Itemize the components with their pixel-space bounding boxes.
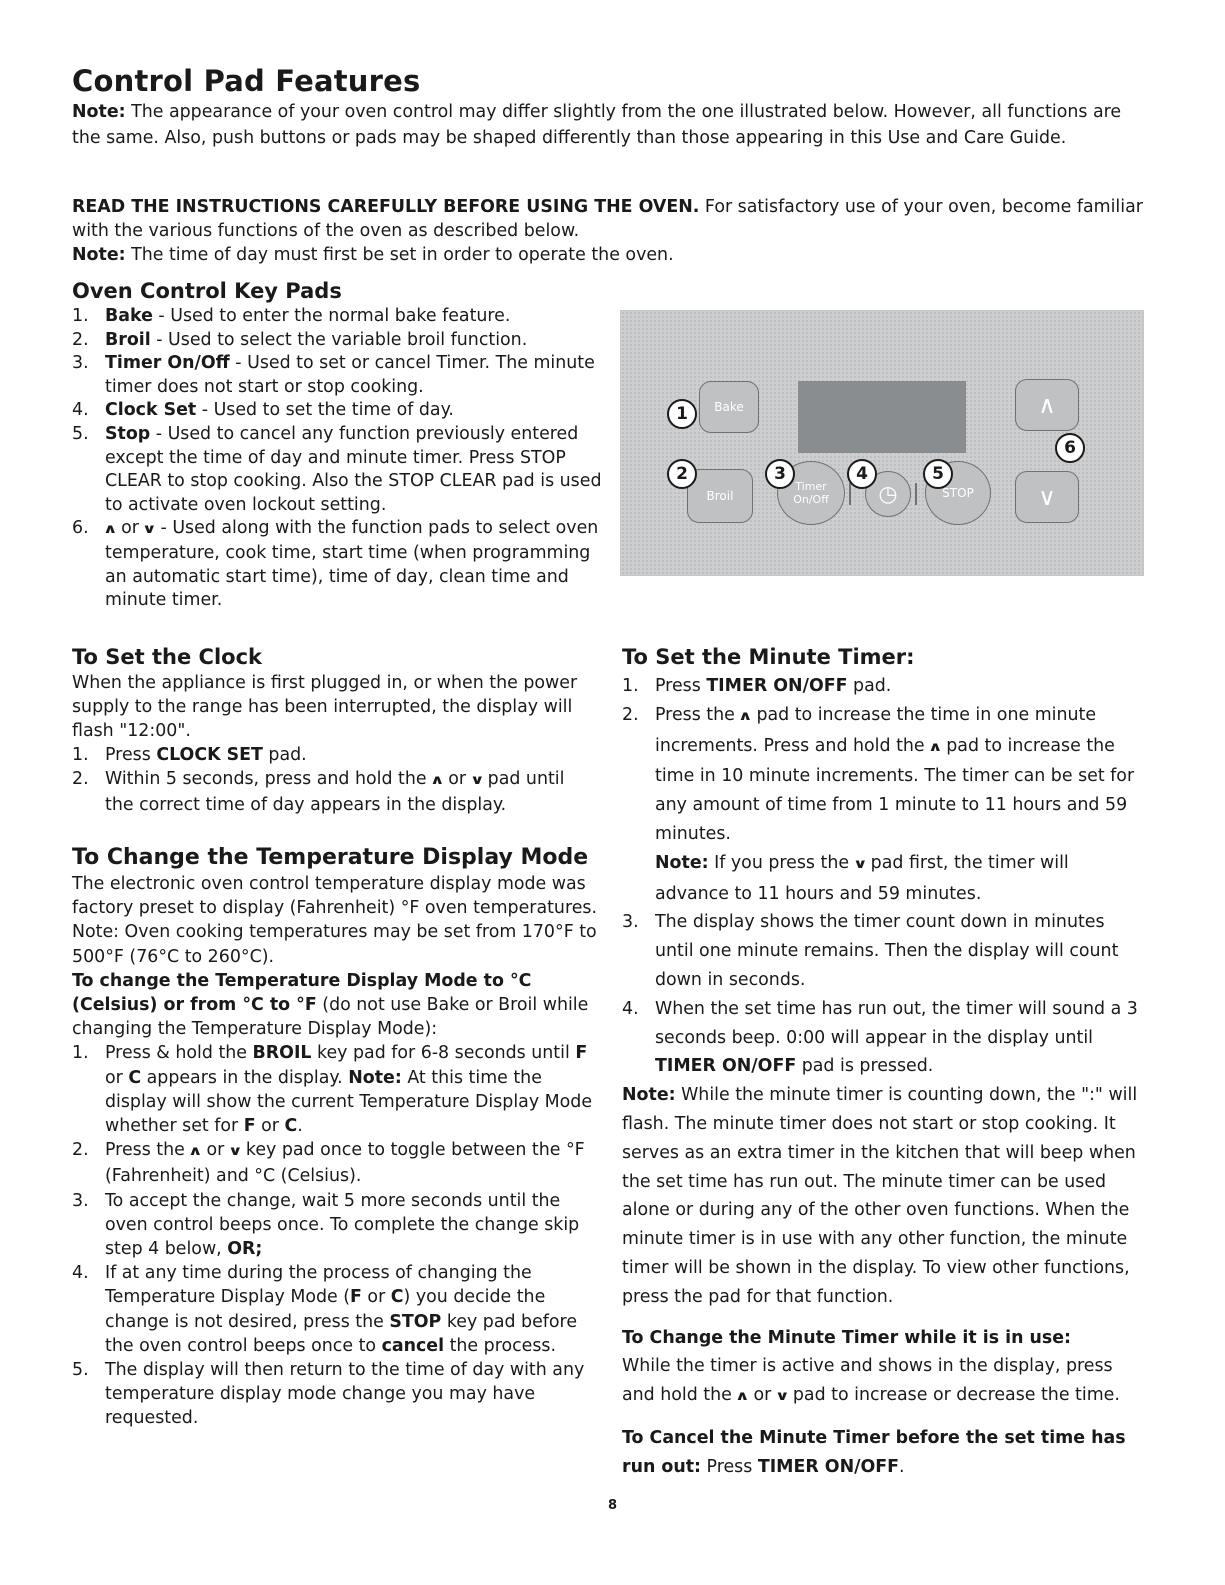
timer-note (622, 1081, 1142, 1311)
bake-pad: Bake (699, 381, 759, 433)
step-text: key pad for 6-8 seconds until (311, 1043, 576, 1064)
up-arrow-icon: ∧ (102, 522, 118, 538)
cancel-bold: To Cancel the Minute Timer before the set time has run out: (622, 1427, 1126, 1477)
step-bold: F (350, 1287, 362, 1308)
read-text: For satisfactory use of your oven, become familiar with the various functions of the oven as described below. (72, 197, 1143, 241)
down-pad: ∨ (1015, 471, 1079, 523)
read-instructions (72, 195, 1152, 267)
cancel-text: . (899, 1456, 905, 1477)
step-bold: CLOCK SET (156, 745, 263, 765)
or-text: or (747, 1385, 777, 1406)
item-label: Stop (105, 423, 151, 444)
item-label: Timer On/Off (105, 353, 230, 374)
step-text: pad. (262, 745, 307, 765)
step-number: 1. (72, 745, 89, 765)
step-number: 5. (72, 1360, 89, 1381)
note-label: Note: (622, 1085, 676, 1106)
step-bold: C (390, 1287, 404, 1308)
timer-pad: Timer On/Off (777, 461, 845, 525)
tempmode-step-1 (72, 1041, 597, 1138)
step-text: or (105, 1067, 129, 1088)
callout-3: 3 (765, 459, 795, 489)
item-label: Clock Set (105, 400, 197, 421)
step-bold: F (243, 1116, 256, 1137)
keypad-item-clock (72, 399, 607, 423)
note-label: Note: (72, 102, 126, 122)
clock-step-2 (72, 767, 597, 817)
up-pad: ∧ (1015, 379, 1079, 431)
step-text: Press (655, 676, 707, 696)
timer-body (622, 672, 1142, 1482)
step-bold: TIMER ON/OFF (706, 676, 848, 696)
keypad-item-bake (72, 305, 607, 329)
callout-1: 1 (667, 399, 697, 429)
item-text: - Used to set the time of day. (196, 400, 454, 421)
item-text: - Used to enter the normal bake feature. (152, 306, 511, 326)
timer-step-2 (622, 701, 1142, 909)
note-label: Note: (655, 852, 709, 873)
callout-2: 2 (667, 459, 697, 489)
step-text: At this time the display will show the current Temperature Display Mode whether set for (105, 1067, 593, 1137)
item-number: 5. (72, 423, 89, 444)
step-bold: STOP (389, 1311, 442, 1332)
note-text: The appearance of your oven control may differ slightly from the one illustrated below. However, all functions are the same. Also, push buttons or pads may be shaped differently than those appearing in this Use and Care Guide. (72, 102, 1122, 148)
step-text: key pad once to toggle between the °F (Fahrenheit) and °C (Celsius). (105, 1140, 585, 1187)
tempmode-subheading (72, 969, 597, 1042)
up-arrow-icon: ∧ (928, 739, 943, 755)
control-display (798, 381, 966, 453)
step-text: To accept the change, wait 5 more seconds until the oven control beeps once. To complete the change skip step 4 below, (105, 1190, 580, 1260)
item-number: 4. (72, 400, 89, 421)
keypad-item-stop (72, 423, 607, 517)
step-text: Within 5 seconds, press and hold the (105, 769, 433, 789)
control-panel-illustration (620, 310, 1144, 576)
step-text: Press (105, 745, 157, 765)
step-text: pad until the correct time of day appears in the display. (105, 769, 565, 815)
cancel-text: Press (701, 1456, 758, 1477)
step-number: 1. (622, 676, 639, 696)
keypads-list (72, 305, 607, 613)
page-number: 8 (607, 1498, 618, 1513)
step-text: pad to increase or decrease the time. (787, 1385, 1120, 1406)
step-text: . (297, 1116, 303, 1137)
note-text: pad first, the timer will advance to 11 hours and 59 minutes. (655, 852, 1069, 904)
step-number: 2. (622, 704, 639, 725)
broil-pad: Broil (687, 469, 753, 523)
step-text: pad to increase the time in 10 minute increments. The timer can be set for any amount of time from 1 minute to 11 hours and 59 minutes. (655, 735, 1135, 844)
keypads-heading: Oven Control Key Pads (72, 279, 342, 303)
step-bold: C (284, 1116, 298, 1137)
clock-steps (72, 743, 597, 817)
step-number: 3. (622, 912, 639, 933)
read-bold: READ THE INSTRUCTIONS CAREFULLY BEFORE USING THE OVEN. (72, 197, 700, 217)
tempmode-steps (72, 1041, 597, 1430)
clock-step-1 (72, 743, 597, 767)
step-bold: BROIL (252, 1043, 312, 1064)
note2-label: Note: (72, 245, 126, 265)
minute-timer-section (622, 645, 1142, 1482)
item-number: 3. (72, 353, 89, 374)
keypad-item-broil (72, 329, 607, 353)
item-number: 2. (72, 329, 89, 350)
change-timer-text (622, 1352, 1142, 1412)
step-bold: TIMER ON/OFF (655, 1056, 797, 1077)
time-note (72, 243, 1152, 267)
or-text: or (442, 769, 472, 789)
step-text: appears in the display. (141, 1067, 349, 1088)
timer-step-4 (622, 995, 1142, 1081)
or-text: or (200, 1140, 230, 1161)
subheading-bold: To change the Temperature Display Mode to °C (Celsius) or from °C to °F (72, 970, 532, 1016)
keypad-item-arrows (72, 517, 607, 612)
tempmode-body (72, 872, 597, 1431)
down-arrow-icon: ∨ (774, 1389, 790, 1405)
stop-pad: STOP (925, 461, 991, 525)
clock-intro: When the appliance is first plugged in, or when the power supply to the range has been interrupted, the display will flash "12:00". (72, 673, 578, 741)
step-text: The display shows the timer count down in minutes until one minute remains. Then the display will count down in seconds. (655, 912, 1119, 990)
step-bold: cancel (381, 1335, 445, 1356)
up-arrow-icon: ∧ (430, 773, 445, 788)
callout-6: 6 (1055, 433, 1085, 463)
tempmode-heading: To Change the Temperature Display Mode (72, 845, 589, 870)
step-text: or (361, 1287, 391, 1308)
up-arrow-icon: ∧ (738, 708, 754, 724)
note-text: If you press the (708, 852, 855, 873)
timer-step-1 (622, 672, 1142, 701)
item-label: Broil (105, 329, 151, 350)
timer-heading: To Set the Minute Timer: (622, 645, 915, 669)
change-timer-heading: To Change the Minute Timer while it is in use: (622, 1327, 1072, 1348)
step-text: the process. (444, 1335, 557, 1356)
step-text: If at any time during the process of changing the Temperature Display Mode ( (105, 1263, 532, 1308)
cancel-timer-text (622, 1424, 1142, 1482)
clock-icon: ◷ (865, 471, 911, 517)
cancel-bold-key: TIMER ON/OFF (757, 1456, 900, 1477)
step-text: The display will then return to the time of day with any temperature display mode change you may have requested. (105, 1360, 585, 1429)
step-number: 3. (72, 1190, 89, 1211)
clock-body (72, 671, 597, 817)
step-text: or (255, 1116, 285, 1137)
tempmode-step-2 (72, 1138, 597, 1188)
step-bold: OR; (227, 1239, 263, 1260)
step-bold: F (575, 1043, 588, 1064)
subheading-text: (do not use Bake or Broil while changing the Temperature Display Mode): (72, 995, 589, 1040)
item-text: - Used to cancel any function previously entered except the time of day and minute timer. Press STOP CLEAR to stop cooking. Also the STOP CLEAR pad is used to activate oven lockout setting. (105, 423, 602, 515)
clock-heading: To Set the Clock (72, 645, 262, 669)
item-label: Bake (105, 306, 153, 326)
step-bold: C (128, 1067, 142, 1088)
up-arrow-icon: ∧ (188, 1144, 204, 1160)
step-number: 2. (72, 769, 89, 789)
note-text: While the minute timer is counting down, the ":" will flash. The minute timer does not start or stop cooking. It serves as an extra timer in the kitchen that will beep when the set time has run out. The minute timer can be used alone or during any of the other oven functions. When the minute timer is in use with any other function, the minute timer will be shown in the display. To view other functions, press the pad for that function. (622, 1085, 1138, 1307)
set-clock-section (72, 645, 597, 817)
separator (849, 483, 851, 505)
temp-mode-section (72, 845, 597, 1431)
step-text: Press & hold the (105, 1043, 253, 1064)
intro-note (72, 99, 1152, 151)
down-arrow-icon: ∨ (227, 1144, 243, 1160)
note2-text: The time of day must first be set in order to operate the oven. (125, 245, 674, 265)
down-arrow-icon: ∨ (142, 522, 158, 538)
step-text: While the timer is active and shows in the display, press and hold the (622, 1356, 1113, 1406)
keypad-item-timer (72, 352, 607, 399)
item-text: - Used along with the function pads to select oven temperature, cook time, start time (when programming an automatic start time), time of day, clean time and minute timer. (105, 518, 599, 611)
item-number: 1. (72, 306, 89, 326)
tempmode-step-3 (72, 1189, 597, 1262)
separator (915, 483, 917, 505)
item-text: - Used to set or cancel Timer. The minute timer does not start or stop cooking. (105, 353, 595, 397)
timer-step-3 (622, 908, 1142, 994)
step-number: 2. (72, 1140, 89, 1161)
tempmode-step-4 (72, 1261, 597, 1358)
step-text: When the set time has run out, the timer will sound a 3 seconds beep. 0:00 will appear in the display until (655, 998, 1138, 1048)
item-text: - Used to select the variable broil function. (150, 329, 528, 350)
step-number: 1. (72, 1043, 89, 1064)
up-arrow-icon: ∧ (735, 1389, 751, 1405)
callout-4: 4 (847, 459, 877, 489)
step-text: key pad before the oven control beeps once to (105, 1311, 578, 1356)
step-number: 4. (622, 998, 639, 1019)
read-paragraph (72, 195, 1152, 243)
step-text: pad. (847, 676, 892, 696)
timer-steps (622, 672, 1142, 1081)
step-text: Press the (655, 704, 741, 725)
or-text: or (115, 518, 145, 539)
callout-5: 5 (923, 459, 953, 489)
step-text: pad to increase the time in one minute increments. Press and hold the (655, 704, 1097, 756)
step-text: Press the (105, 1140, 191, 1161)
down-arrow-icon: ∨ (469, 773, 485, 788)
step-text: pad is pressed. (796, 1056, 934, 1077)
step-number: 4. (72, 1263, 89, 1284)
page-title: Control Pad Features (72, 64, 421, 98)
step-bold: Note: (348, 1067, 402, 1088)
step-text: ) you decide the change is not desired, press the (105, 1287, 546, 1332)
item-number: 6. (72, 518, 89, 539)
down-arrow-icon: ∨ (852, 856, 868, 872)
tempmode-intro: The electronic oven control temperature display mode was factory preset to display (Fahrenheit) °F oven temperatures. Note: Oven cooking temperatures may be set from 170°F to 500°F (76°C to 260°C). (72, 874, 597, 967)
tempmode-step-5 (72, 1358, 597, 1431)
